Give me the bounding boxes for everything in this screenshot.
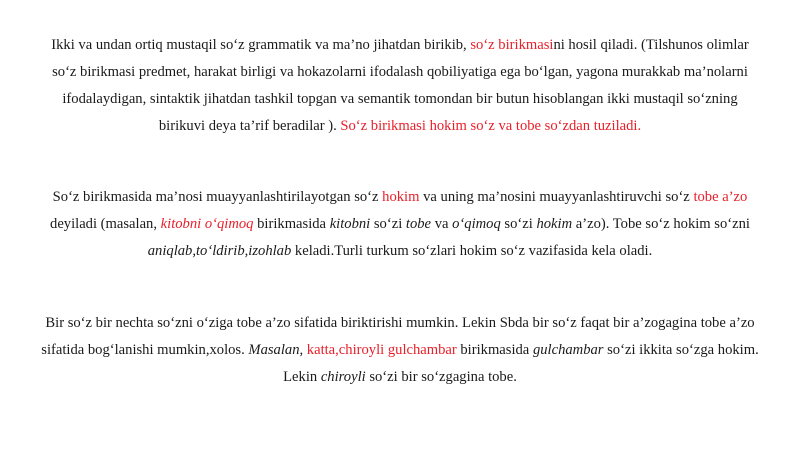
example-word: o‘qimoq xyxy=(452,216,501,232)
example-phrase: kitobni o‘qimoq xyxy=(160,216,254,232)
example-word: Masalan, xyxy=(248,342,304,358)
example-word: gulchambar xyxy=(532,342,604,358)
text-run: so‘zi xyxy=(500,216,537,232)
text-run: va xyxy=(431,216,453,232)
text-run: So‘z birikmasida ma’nosi muayyanlashtirilayotgan so‘z xyxy=(52,189,383,205)
example-word: hokim xyxy=(536,216,573,232)
highlight-term-soz-birikmasi: so‘z birikmasi xyxy=(470,37,554,53)
highlight-statement-structure: So‘z birikmasi hokim so‘z va tobe so‘zdan tuziladi. xyxy=(340,118,642,134)
text-run: so‘zi xyxy=(370,216,406,232)
text-run: so‘zi bir so‘zgagina tobe. xyxy=(365,369,517,385)
example-word: aniqlab,to‘ldirib,izohlab xyxy=(147,243,292,259)
example-word: kitobni xyxy=(329,216,371,232)
text-run: a’zo). Tobe so‘z hokim so‘zni xyxy=(572,216,750,232)
paragraph-hokim-tobe xyxy=(40,184,760,265)
text-run: va uning ma’nosini muayyanlashtiruvchi so‘z xyxy=(419,189,694,205)
example-word: tobe xyxy=(405,216,432,232)
text-run: birikmasida xyxy=(456,342,533,358)
paragraph-multiple-dependents xyxy=(40,310,760,391)
example-phrase: katta,chiroyli gulchambar xyxy=(306,342,457,358)
text-run: Ikki va undan ortiq mustaqil so‘z grammatik va ma’no jihatdan birikib, xyxy=(51,37,471,53)
text-run: keladi.Turli turkum so‘zlari hokim so‘z vazifasida kela oladi. xyxy=(291,243,653,259)
text-run: deyiladi (masalan, xyxy=(50,216,161,232)
highlight-term-tobe-azo: tobe a’zo xyxy=(693,189,748,205)
text-run: so‘zi ikkita so‘zga hokim. Lekin xyxy=(283,342,759,385)
paragraph-definition xyxy=(40,32,760,140)
highlight-term-hokim: hokim xyxy=(382,189,420,205)
text-run: birikmasida xyxy=(253,216,330,232)
example-word: chiroyli xyxy=(320,369,366,385)
text-run: ni hosil qiladi. (Tilshunos olimlar so‘z birikmasi predmet, harakat birligi va hokazolarni ifodalash qobiliyatiga ega bo‘lgan, yagona murakkab ma’nolarni ifodalaydigan, sintaktik jihatdan tashkil topgan va semantik tomondan bir butun hisoblangan ikki mustaqil so‘zning birikuvi deya ta’rif beradilar ). xyxy=(52,37,749,134)
text-run: Bir so‘z bir nechta so‘zni o‘ziga tobe a’zo sifatida biriktirishi mumkin. Lekin Sbda bir so‘z faqat bir a’zogagina tobe a’zo sifatida bog‘lanishi mumkin,xolos. xyxy=(41,315,755,358)
